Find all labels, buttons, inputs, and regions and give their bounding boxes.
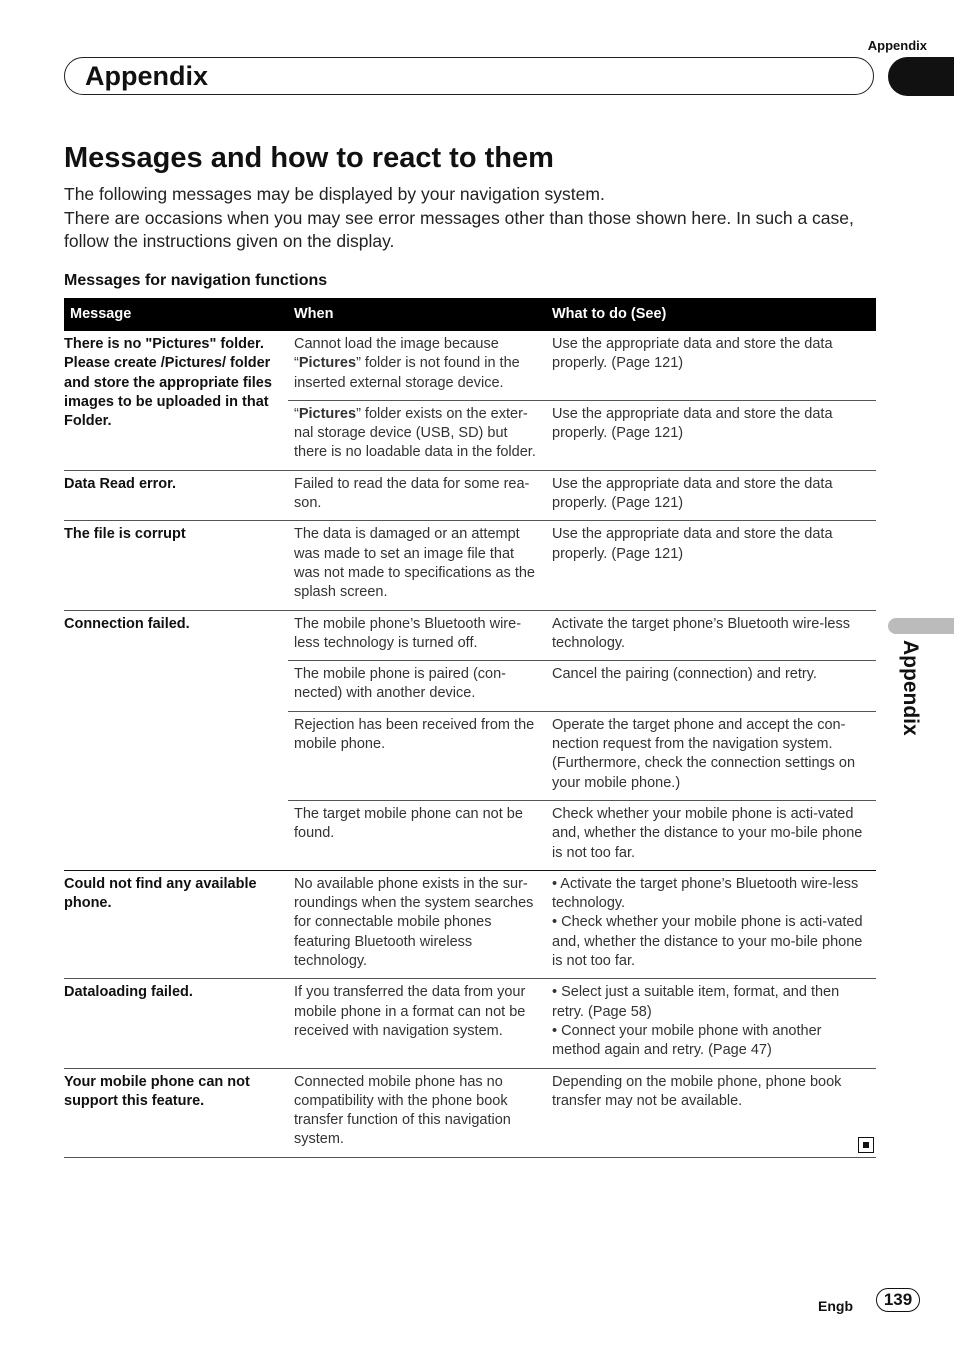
end-of-section-icon bbox=[858, 1137, 874, 1153]
table-row bbox=[64, 870, 876, 978]
message-cell: The file is corrupt bbox=[64, 521, 288, 610]
when-cell: The data is damaged or an attempt was made to set an image file that was not made to specifications as the splash screen. bbox=[288, 521, 546, 610]
todo-cell: Use the appropriate data and store the data properly. (Page 121) bbox=[546, 521, 876, 610]
header-message: Message bbox=[64, 298, 288, 331]
header-when: When bbox=[288, 298, 546, 331]
intro bbox=[64, 183, 864, 254]
when-cell: The mobile phone’s Bluetooth wire-less technology is turned off. bbox=[288, 610, 546, 661]
when-cell bbox=[288, 331, 546, 400]
when-cell: The target mobile phone can not be found. bbox=[288, 800, 546, 870]
side-tab-bar bbox=[888, 618, 954, 634]
side-tab bbox=[898, 640, 922, 760]
intro-paragraph-2: There are occasions when you may see error messages other than those shown here. In such a case, follow the instructions given on the display. bbox=[64, 207, 854, 251]
when-cell: No available phone exists in the sur-roundings when the system searches for connectable mobile phones featuring Bluetooth wireless technology. bbox=[288, 870, 546, 978]
when-text: ” folder is not found in the inserted external storage device. bbox=[294, 355, 520, 391]
when-cell: The mobile phone is paired (con-nected) with another device. bbox=[288, 661, 546, 712]
table-row bbox=[64, 521, 876, 610]
when-cell bbox=[288, 400, 546, 470]
todo-bullet: • Activate the target phone’s Bluetooth wire-less technology. bbox=[552, 875, 859, 912]
todo-bullet: • Select just a suitable item, format, and then retry. (Page 58) bbox=[552, 984, 840, 1020]
section-title: Messages for navigation functions bbox=[64, 272, 328, 289]
intro-paragraph-1: The following messages may be displayed by your navigation system. bbox=[64, 184, 605, 204]
message-cell: Data Read error. bbox=[64, 470, 288, 521]
table-row bbox=[64, 610, 876, 661]
running-head: Appendix bbox=[867, 38, 927, 53]
when-cell: Failed to read the data for some rea-son. bbox=[288, 470, 546, 521]
page-title: Messages and how to react to them bbox=[64, 142, 554, 174]
when-cell: Connected mobile phone has no compatibility with the phone book transfer function of this navigation system. bbox=[288, 1068, 546, 1157]
table-header-row bbox=[64, 298, 876, 331]
todo-cell: Use the appropriate data and store the data properly. (Page 121) bbox=[546, 470, 876, 521]
when-text: “ bbox=[294, 405, 299, 422]
message-cell: Your mobile phone can not support this feature. bbox=[64, 1068, 288, 1157]
todo-cell bbox=[546, 870, 876, 978]
when-cell: If you transferred the data from your mobile phone in a format can not be received with navigation system. bbox=[288, 979, 546, 1068]
todo-cell: Depending on the mobile phone, phone book transfer may not be available. bbox=[546, 1068, 876, 1157]
page-number: 139 bbox=[876, 1288, 920, 1312]
todo-bullet: • Check whether your mobile phone is acti-vated and, whether the distance to your mo-bile phone is not too far. bbox=[552, 914, 863, 970]
todo-cell bbox=[546, 979, 876, 1068]
table-row bbox=[64, 470, 876, 521]
section-banner bbox=[64, 57, 874, 95]
message-cell: There is no "Pictures" folder. Please create /Pictures/ folder and store the appropriate files images to be uploaded in that Folder. bbox=[64, 331, 288, 470]
todo-cell: Cancel the pairing (connection) and retry. bbox=[546, 661, 876, 712]
table-row bbox=[64, 331, 876, 400]
todo-cell: Operate the target phone and accept the con-nection request from the navigation system. (Furthermore, check the connection settings on your mobile phone.) bbox=[546, 711, 876, 800]
folder-name: Pictures bbox=[298, 355, 357, 372]
folder-name: Pictures bbox=[298, 405, 357, 422]
message-cell: Dataloading failed. bbox=[64, 979, 288, 1068]
messages-table bbox=[64, 298, 876, 1158]
when-cell: Rejection has been received from the mobile phone. bbox=[288, 711, 546, 800]
banner-title: Appendix bbox=[85, 61, 209, 91]
todo-cell: Use the appropriate data and store the data properly. (Page 121) bbox=[546, 331, 876, 400]
message-cell: Could not find any available phone. bbox=[64, 870, 288, 978]
todo-bullet: • Connect your mobile phone with another method again and retry. (Page 47) bbox=[552, 1022, 822, 1059]
language-code: Engb bbox=[818, 1298, 853, 1314]
banner-tab-marker bbox=[888, 57, 954, 96]
message-cell: Connection failed. bbox=[64, 610, 288, 870]
todo-cell: Check whether your mobile phone is acti-vated and, whether the distance to your mo-bile phone is not too far. bbox=[546, 800, 876, 870]
header-what-to-do: What to do (See) bbox=[546, 298, 876, 331]
table-row bbox=[64, 979, 876, 1068]
table-row bbox=[64, 1068, 876, 1157]
todo-cell: Activate the target phone’s Bluetooth wire-less technology. bbox=[546, 610, 876, 661]
todo-cell: Use the appropriate data and store the data properly. (Page 121) bbox=[546, 400, 876, 470]
when-text: Cannot load the image because “ bbox=[294, 336, 499, 372]
side-tab-label: Appendix bbox=[899, 640, 922, 736]
when-text: ” folder exists on the exter-nal storage device (USB, SD) but there is no loadable data in the folder. bbox=[294, 405, 536, 461]
